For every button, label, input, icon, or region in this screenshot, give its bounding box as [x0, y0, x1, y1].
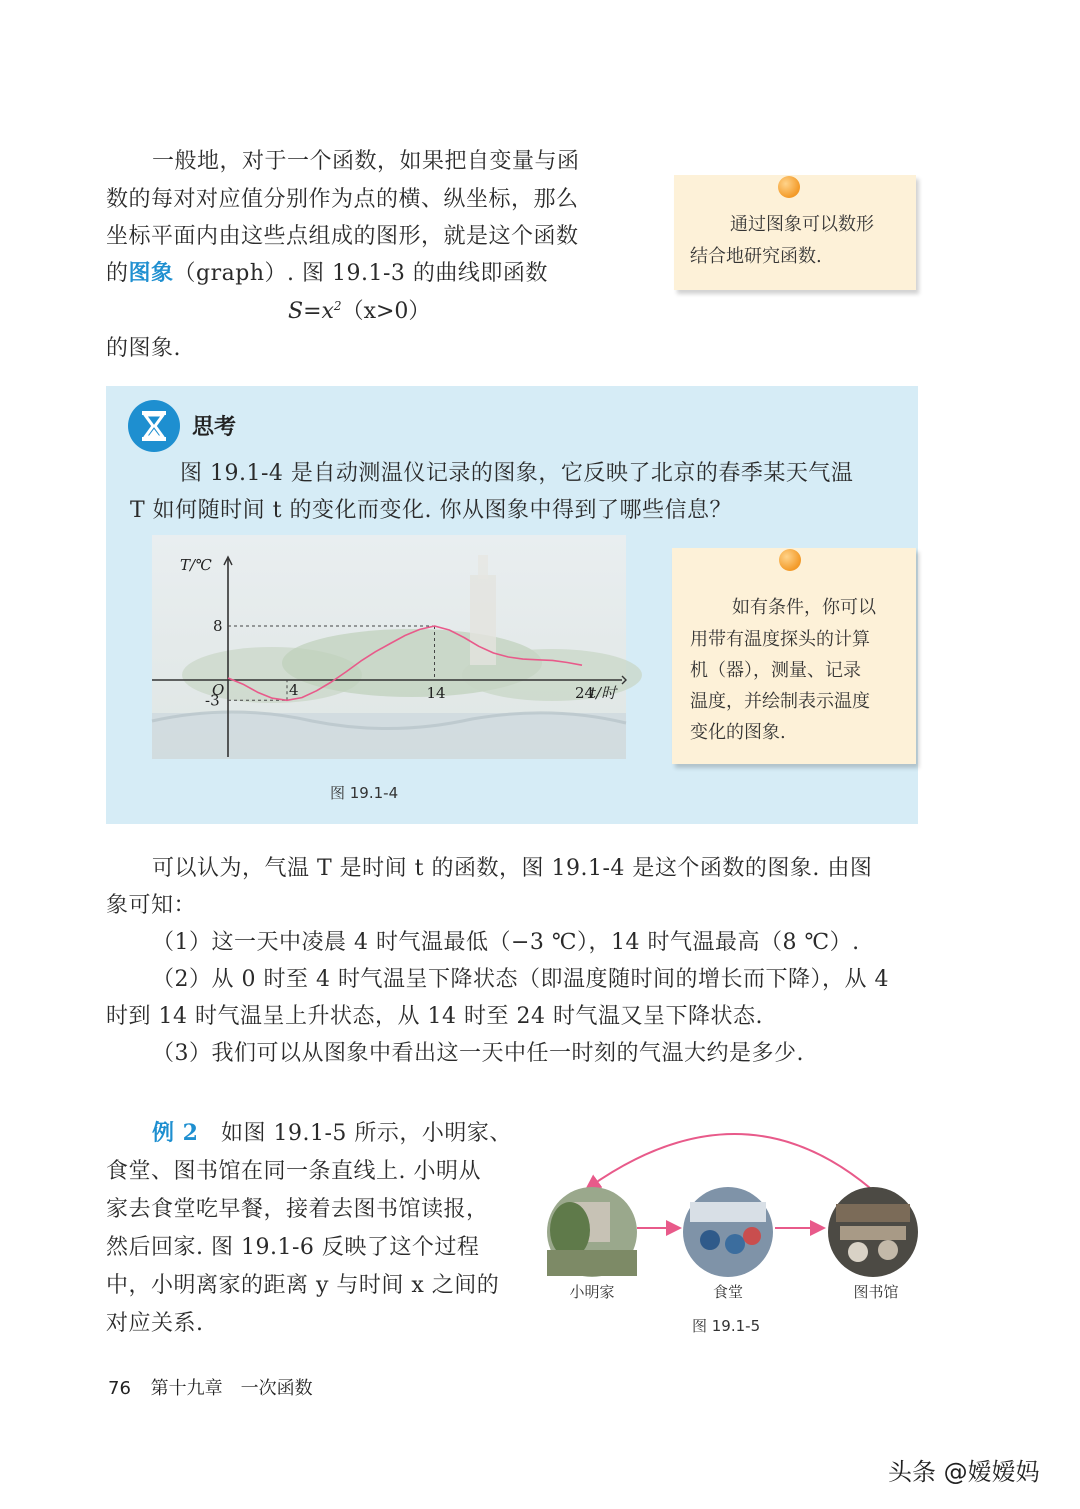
x-axis-label: t/时: [590, 684, 617, 702]
temperature-chart-svg: [152, 535, 626, 759]
origin-label: O: [212, 681, 225, 699]
example-line-3: 家去食堂吃早餐，接着去图书馆读报，: [106, 1197, 489, 1222]
return-home-arrow: [588, 1134, 870, 1188]
analysis-item-3: （3）我们可以从图象中看出这一天中任一时刻的气温大约是多少.: [152, 1041, 804, 1066]
intro-line-5: 的图象.: [106, 336, 181, 361]
example-line-1: 例 2 如图 19.1-5 所示，小明家、: [152, 1120, 512, 1146]
x-tick-label: 24: [575, 684, 595, 702]
page-number: 76: [108, 1378, 131, 1399]
think-line-2: T 如何随时间 t 的变化而变化. 你从图象中得到了哪些信息？: [130, 498, 732, 523]
figure-caption-1-4: 图 19.1-4: [330, 784, 399, 802]
figure-19-1-5: [540, 1110, 930, 1301]
canteen-photo: [683, 1187, 773, 1277]
sticky-note-1: 通过图象可以数形 结合地研究函数.: [674, 175, 916, 290]
temperature-chart: [152, 535, 626, 759]
place-label-home: 小明家: [569, 1283, 615, 1301]
example-line-5: 中，小明离家的距离 y 与时间 x 之间的: [106, 1273, 500, 1298]
watermark: 头条 @嫒嫒妈: [888, 1458, 1040, 1486]
figure-caption-1-5: 图 19.1-5: [692, 1317, 761, 1335]
example-line-4: 然后回家. 图 19.1-6 反映了这个过程: [106, 1235, 480, 1260]
home-photo: [547, 1187, 637, 1277]
library-photo: [828, 1187, 918, 1277]
think-title: 思考: [192, 415, 237, 440]
intro-line-2: 数的每对对应值分别作为点的横、纵坐标，那么: [106, 187, 579, 212]
analysis-line-1: 可以认为，气温 T 是时间 t 的函数，图 19.1-4 是这个函数的图象. 由图: [152, 856, 873, 881]
example-line-6: 对应关系.: [106, 1311, 204, 1336]
analysis-item-2b: 时到 14 时气温呈上升状态，从 14 时至 24 时气温又呈下降状态.: [106, 1004, 763, 1029]
example-label: 例 2: [152, 1120, 199, 1146]
place-label-library: 图书馆: [853, 1283, 899, 1301]
place-label-canteen: 食堂: [712, 1283, 744, 1301]
intro-line-3: 坐标平面内由这些点组成的图形，就是这个函数: [106, 224, 579, 249]
term-graph: 图象: [128, 260, 174, 286]
formula: $S=x^2(x>0)$: [288, 299, 431, 324]
intro-line-4: 的图象（graph）. 图 19.1-3 的曲线即函数: [106, 260, 548, 286]
x-tick-label: 14: [426, 684, 446, 702]
x-tick-label: 4: [289, 681, 299, 699]
chapter-title: 第十九章 一次函数: [150, 1378, 313, 1399]
page-footer: [108, 1374, 313, 1400]
analysis-line-2: 象可知：: [106, 893, 197, 918]
pin-icon: [778, 176, 800, 198]
intro-line-1: 一般地，对于一个函数，如果把自变量与函: [152, 149, 580, 174]
sticky-note-2: 如有条件，你可以 用带有温度探头的计算 机（器），测量、记录 温度，并绘制表示温度 变化的图象.: [672, 548, 916, 764]
think-line-1: 图 19.1-4 是自动测温仪记录的图象，它反映了北京的春季某天气温: [180, 461, 854, 486]
analysis-item-1: （1）这一天中凌晨 4 时气温最低（−3 ℃），14 时气温最高（8 ℃）.: [152, 930, 860, 955]
y-tick-label: -3: [205, 691, 220, 710]
y-axis-label: T/℃: [180, 556, 212, 574]
hourglass-icon: [128, 400, 180, 452]
y-tick-label: 8: [213, 617, 223, 635]
pin-icon: [779, 549, 801, 571]
example-line-2: 食堂、图书馆在同一条直线上. 小明从: [106, 1159, 481, 1184]
analysis-item-2a: （2）从 0 时至 4 时气温呈下降状态（即温度随时间的增长而下降），从 4: [152, 967, 889, 992]
